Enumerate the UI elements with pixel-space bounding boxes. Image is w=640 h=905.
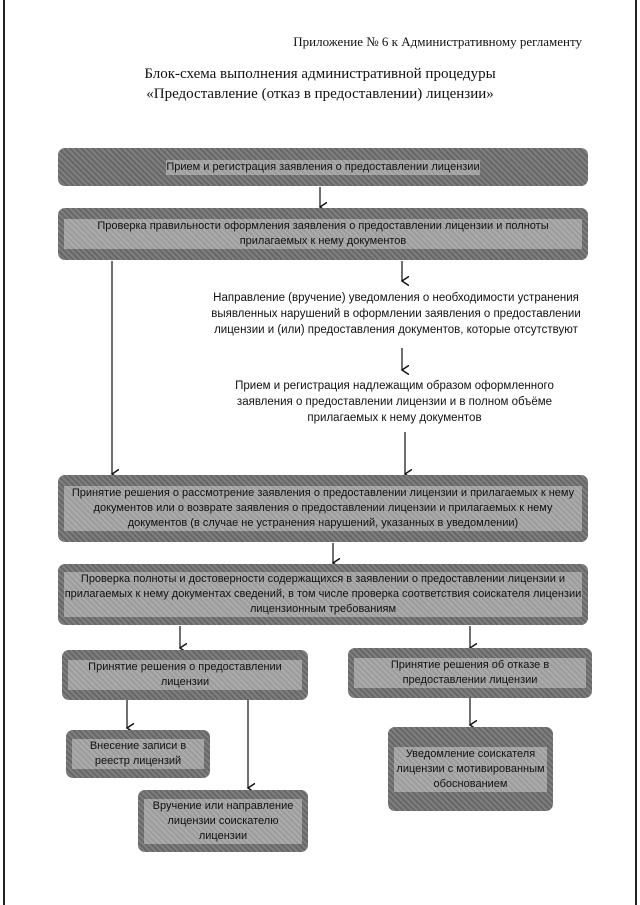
step-registry-entry: Внесение записи в реестр лицензий	[66, 730, 210, 778]
step-receive-application: Прием и регистрация заявления о предоставлении лицензии	[58, 148, 588, 186]
step-decision-consideration-or-return: Принятие решения о рассмотрение заявления о предоставлении лицензии и прилагаемых к нему документов или о возврате заявления о предоставлении лицензии и прилагаемых к нему документов (в случае не устранения нарушений, указанных в уведомлении)	[58, 475, 588, 542]
title-line-1: Блок-схема выполнения административной процедуры	[144, 66, 496, 82]
step-notification-of-violations: Направление (вручение) уведомления о необходимости устранения выявленных нарушений в оформлении заявления о предоставлении лицензии и (или) предоставления документов, которые отсутствуют	[211, 292, 581, 336]
title-line-2: «Предоставление (отказ в предоставлении) лицензии»	[146, 86, 494, 102]
step-check-completeness: Проверка полноты и достоверности содержащихся в заявлении о предоставлении лицензии и прилагаемых к нему документах сведений, в том числе проверка соответствия соискателя лицензии лицензионным требованиям	[58, 564, 588, 625]
step-decision-refuse: Принятие решения об отказе в предоставлении лицензии	[348, 648, 592, 698]
appendix-label: Приложение № 6 к Административному регламенту	[293, 34, 582, 49]
step-deliver-license: Вручение или направление лицензии соискателю лицензии	[138, 790, 308, 852]
step-notify-refusal: Уведомление соискателя лицензии с мотивированным обоснованием	[388, 727, 553, 811]
step-check-application: Проверка правильности оформления заявления о предоставлении лицензии и полноты прилагаемых к нему документов	[58, 208, 588, 260]
step-receive-corrected-application: Прием и регистрация надлежащим образом оформленного заявления о предоставлении лицензии и в полном объёме прилагаемых к нему документов	[235, 380, 554, 424]
step-decision-grant: Принятие решения о предоставлении лицензии	[62, 650, 308, 700]
